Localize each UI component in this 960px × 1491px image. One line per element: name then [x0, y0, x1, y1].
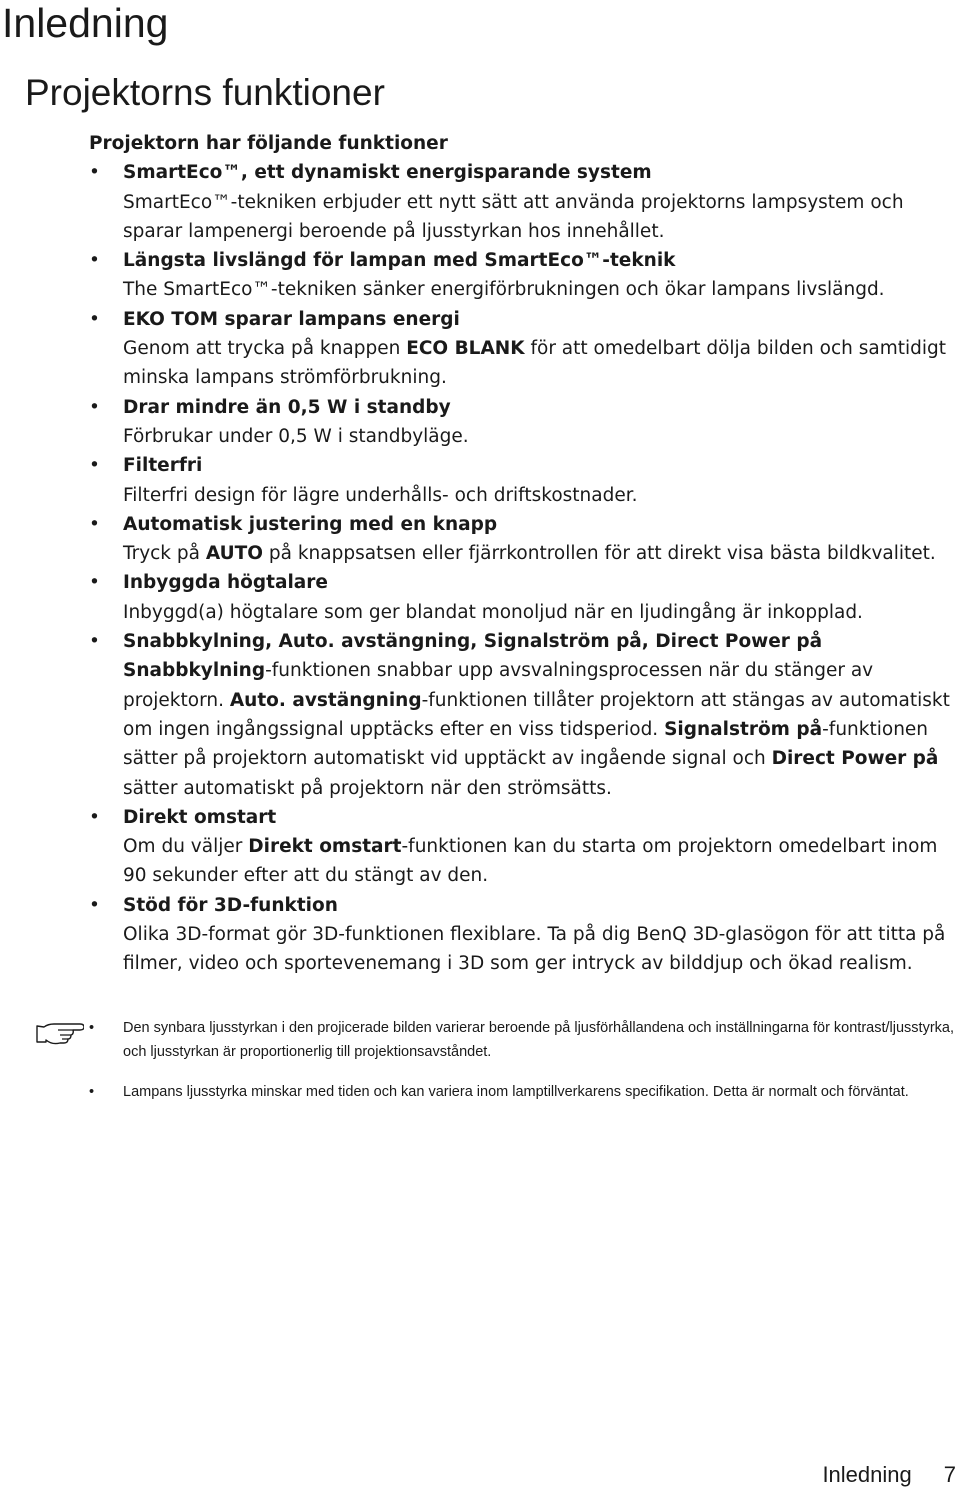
description-text: -funktionen sätter på projektorn automatiskt vid upptäckt av ingående signal och — [123, 718, 929, 770]
feature-description — [123, 656, 959, 802]
emphasized-term: Signalström på — [664, 718, 823, 740]
note-item: • Lampans ljusstyrka minskar med tiden och kan variera inom lamptillverkarens specifikation. Detta är normalt och förväntat. — [89, 1081, 959, 1105]
feature-title: • Längsta livslängd för lampan med SmartEco™-teknik — [123, 250, 676, 272]
description-text: Olika 3D-format gör 3D-funktionen flexiblare. Ta på dig BenQ 3D-glasögon för att titta på filmer, video och sportevenemang i 3D som ger intryck av bilddjup och ökad realism. — [123, 924, 946, 975]
feature-title: • Filterfri — [123, 455, 203, 477]
intro-heading: Projektorn har följande funktioner — [89, 133, 448, 154]
description-text: Om du väljer — [123, 836, 249, 858]
feature-title: • Inbyggda högtalare — [123, 572, 328, 594]
description-text: på knappsatsen eller fjärrkontrollen för att direkt visa bästa bildkvalitet. — [263, 543, 936, 565]
description-text: Inbyggd(a) högtalare som ger blandat monoljud när en ljudingång är inkopplad. — [123, 601, 863, 623]
footer-label: Inledning — [822, 1462, 912, 1487]
feature-item — [89, 510, 959, 569]
description-text: Förbrukar under 0,5 W i standbyläge. — [123, 425, 469, 447]
emphasized-term: Direct Power på — [771, 748, 939, 770]
description-text: för att omedelbart dölja bilden och samtidigt minska lampans strömförbrukning. — [123, 338, 947, 389]
emphasized-term: Auto. avstängning — [229, 689, 422, 711]
main-content — [89, 129, 959, 979]
feature-description — [123, 334, 959, 393]
feature-title: • Stöd för 3D-funktion — [123, 894, 338, 916]
feature-item — [89, 305, 959, 393]
feature-description — [123, 920, 959, 979]
feature-title: • Snabbkylning, Auto. avstängning, Signalström på, Direct Power på — [123, 631, 823, 653]
pointing-hand-icon — [34, 1014, 84, 1046]
feature-item — [89, 803, 959, 891]
description-text: SmartEco™-tekniken erbjuder ett nytt sätt att använda projektorns lampsystem och sparar lampenergi beroende på ljusstyrkan hos innehållet. — [123, 191, 904, 242]
feature-description — [123, 422, 959, 451]
description-text: -funktionen kan du starta om projektorn omedelbart inom 90 sekunder efter att du stängt av den. — [123, 836, 938, 887]
emphasized-term: AUTO — [205, 543, 263, 565]
feature-item — [89, 158, 959, 246]
feature-list — [89, 158, 959, 978]
feature-item — [89, 891, 959, 979]
feature-item — [89, 451, 959, 510]
description-text: Filterfri design för lägre underhålls- och driftskostnader. — [123, 484, 638, 506]
description-text: The SmartEco™-tekniken sänker energiförbrukningen och ökar lampans livslängd. — [123, 279, 885, 301]
section-title: Projektorns funktioner — [25, 72, 385, 113]
feature-item — [89, 627, 959, 803]
feature-description — [123, 832, 959, 891]
emphasized-term: Direkt omstart — [248, 836, 402, 858]
page-footer — [822, 1462, 956, 1488]
description-text: -funktionen snabbar upp avsvalningsprocessen när du stänger av projektorn. — [123, 660, 874, 711]
emphasized-term: Snabbkylning — [123, 660, 266, 682]
description-text: -funktionen tillåter projektorn att stängas av automatiskt om ingen ingångssignal upptäcks efter en viss tidsperiod. — [123, 689, 950, 740]
feature-title: • SmartEco™, ett dynamiskt energisparande system — [123, 162, 652, 184]
feature-item — [89, 393, 959, 452]
feature-item — [89, 246, 959, 305]
chapter-title: Inledning — [2, 0, 169, 46]
description-text: Genom att trycka på knappen — [123, 338, 407, 360]
feature-title: • Direkt omstart — [123, 806, 277, 828]
page-number: 7 — [943, 1462, 956, 1487]
description-text: sätter automatiskt på projektorn när den strömsätts. — [123, 777, 612, 799]
feature-title: • Drar mindre än 0,5 W i standby — [123, 396, 451, 418]
feature-description — [123, 275, 959, 304]
feature-description — [123, 188, 959, 247]
feature-description — [123, 539, 959, 568]
feature-item — [89, 568, 959, 627]
feature-title: • Automatisk justering med en knapp — [123, 513, 498, 535]
feature-description — [123, 598, 959, 627]
note-item: • Den synbara ljusstyrkan i den projicerade bilden varierar beroende på ljusförhållandena och inställningarna för kontrast/ljusstyrka, och ljusstyrkan är proportionerlig till projektionsavståndet. — [89, 1017, 959, 1064]
feature-title: • EKO TOM sparar lampans energi — [123, 308, 460, 330]
description-text: Tryck på — [123, 543, 206, 565]
emphasized-term: ECO BLANK — [406, 338, 525, 360]
note-list — [89, 1017, 959, 1105]
feature-description — [123, 481, 959, 510]
